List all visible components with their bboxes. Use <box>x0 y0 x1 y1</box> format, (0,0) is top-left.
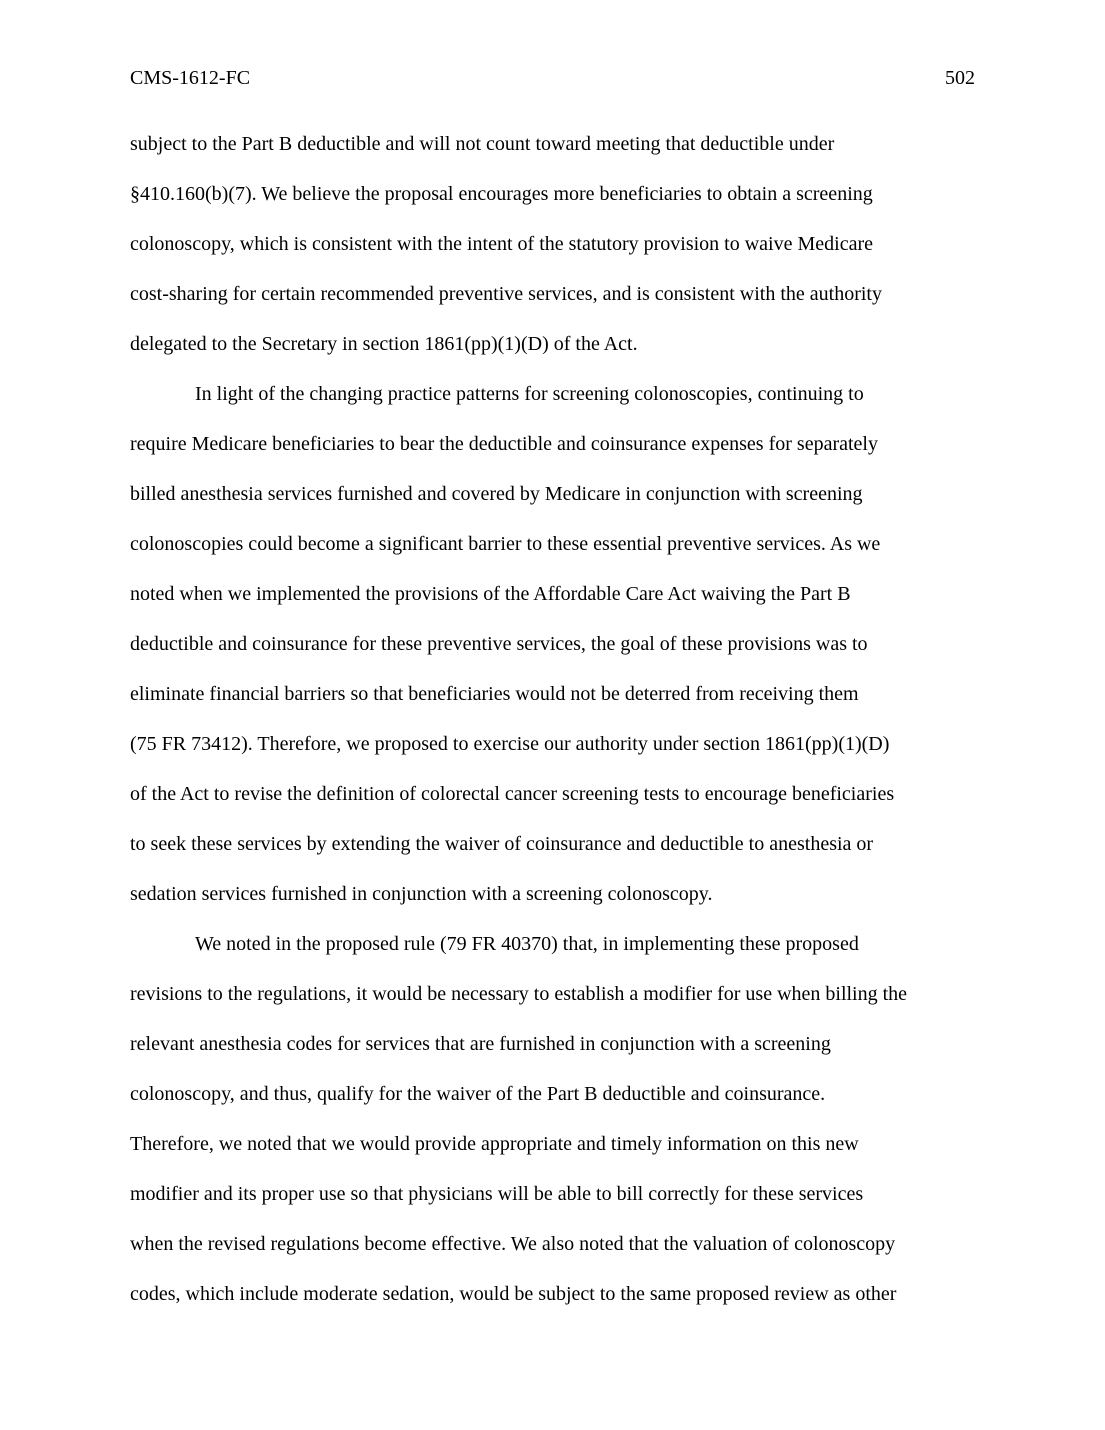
text-line: colonoscopy, which is consistent with the intent of the statutory provision to waive Medicare <box>130 233 873 255</box>
text-line: codes, which include moderate sedation, would be subject to the same proposed review as other <box>130 1283 897 1305</box>
body-text <box>130 130 990 1330</box>
text-line: colonoscopy, and thus, qualify for the waiver of the Part B deductible and coinsurance. <box>130 1083 826 1105</box>
text-line: billed anesthesia services furnished and covered by Medicare in conjunction with screening <box>130 483 863 505</box>
text-line: cost-sharing for certain recommended preventive services, and is consistent with the authority <box>130 283 882 305</box>
text-line: eliminate financial barriers so that beneficiaries would not be deterred from receiving them <box>130 683 859 705</box>
text-line: §410.160(b)(7). We believe the proposal encourages more beneficiaries to obtain a screening <box>130 183 873 205</box>
paragraph-first-line: We noted in the proposed rule (79 FR 40370) that, in implementing these proposed <box>195 933 859 955</box>
text-line: require Medicare beneficiaries to bear the deductible and coinsurance expenses for separately <box>130 433 878 455</box>
text-line: deductible and coinsurance for these preventive services, the goal of these provisions was to <box>130 633 868 655</box>
text-line: to seek these services by extending the waiver of coinsurance and deductible to anesthesia or <box>130 833 874 855</box>
text-line: delegated to the Secretary in section 1861(pp)(1)(D) of the Act. <box>130 333 638 355</box>
paragraph-first-line: In light of the changing practice patterns for screening colonoscopies, continuing to <box>195 383 864 405</box>
text-line: subject to the Part B deductible and will not count toward meeting that deductible under <box>130 133 835 155</box>
text-line: (75 FR 73412). Therefore, we proposed to exercise our authority under section 1861(pp)(1)(D) <box>130 733 890 755</box>
text-line: of the Act to revise the definition of colorectal cancer screening tests to encourage beneficiaries <box>130 783 895 805</box>
page-number: 502 <box>945 67 975 89</box>
text-line: noted when we implemented the provisions of the Affordable Care Act waiving the Part B <box>130 583 851 605</box>
text-line: relevant anesthesia codes for services that are furnished in conjunction with a screening <box>130 1033 831 1055</box>
text-line: when the revised regulations become effective. We also noted that the valuation of colonoscopy <box>130 1233 896 1255</box>
document-id: CMS-1612-FC <box>130 67 251 89</box>
text-line: Therefore, we noted that we would provide appropriate and timely information on this new <box>130 1133 859 1155</box>
text-line: revisions to the regulations, it would be necessary to establish a modifier for use when billing the <box>130 983 908 1005</box>
text-line: colonoscopies could become a significant barrier to these essential preventive services. As we <box>130 533 881 555</box>
text-line: modifier and its proper use so that physicians will be able to bill correctly for these services <box>130 1183 864 1205</box>
text-line: sedation services furnished in conjunction with a screening colonoscopy. <box>130 883 713 905</box>
